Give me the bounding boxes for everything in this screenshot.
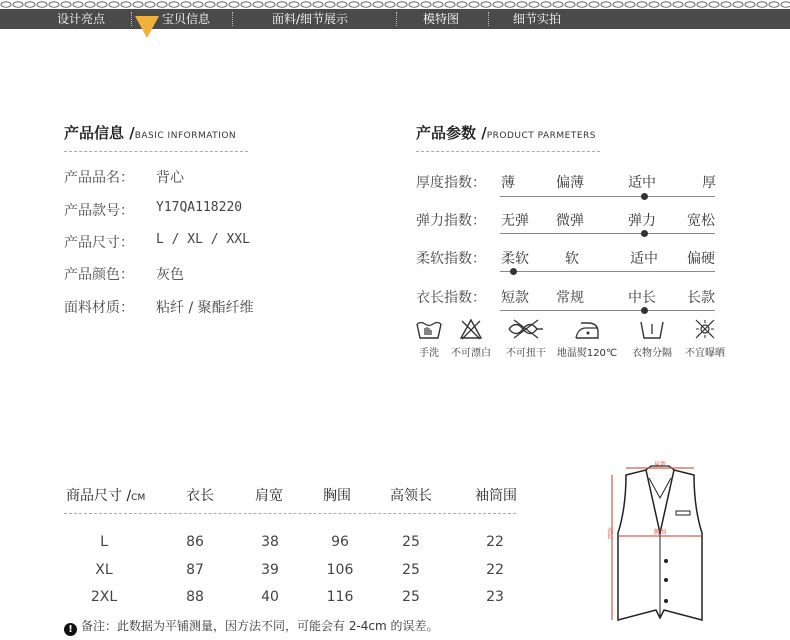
param-option: 短款 [501,290,529,306]
param-option: 适中 [630,251,658,267]
size-table-header: 衣长 [186,488,214,504]
param-option: 常规 [556,290,584,306]
warning-icon: ! [64,623,77,636]
info-value-color: 灰色 [156,267,184,283]
product-params-title: 产品参数 /PRODUCT PARMETERS [416,124,597,142]
no-sun-dry-icon [693,318,717,340]
param-label-length: 衣长指数： [416,290,486,306]
care-item-no-sun-dry [680,318,730,359]
table-cell: 86 [186,534,204,550]
note-text: 备注：此数据为平铺测量，因方法不同，可能会有 2-4cm 的误差。 [81,619,439,633]
param-option: 偏薄 [556,175,584,191]
table-cell: 2XL [90,589,118,605]
care-item-iron-low [555,318,619,359]
nav-separator [131,12,132,26]
nav-item-detail-shots[interactable]: 细节实拍 [513,12,562,26]
info-label-material: 面料材质： [64,300,134,316]
param-selected-dot [641,193,648,200]
info-value-style-no: Y17QA118220 [156,200,243,215]
nav-item-fabric-details[interactable]: 面料/细节展示 [272,12,349,26]
length-label: 衣长 [605,527,613,539]
care-item-hand-wash [414,318,444,359]
nav-separator [488,12,489,26]
table-cell: 22 [486,562,504,578]
table-cell: 39 [261,562,279,578]
hand-wash-icon [416,318,442,340]
nav-item-design-highlights[interactable]: 设计亮点 [57,12,106,26]
table-cell: 87 [186,562,204,578]
param-option: 无弹 [501,213,529,229]
param-option: 中长 [628,290,656,306]
care-label: 衣物分隔 [632,348,672,359]
param-scale-line [500,196,715,197]
table-cell: 25 [402,562,420,578]
nav-active-marker [135,16,159,38]
param-label-elasticity: 弹力指数： [416,213,486,229]
param-label-softness: 柔软指数： [416,251,486,267]
info-value-name: 背心 [156,170,184,186]
param-selected-dot [641,230,648,237]
divider [416,151,600,152]
care-label: 手洗 [419,348,439,359]
care-item-no-bleach [445,318,497,359]
param-option: 厚 [702,175,716,191]
info-label-name: 产品品名： [64,170,134,186]
size-table-header: 袖筒围 [475,488,517,504]
care-label: 地温熨120℃ [556,348,618,359]
wash-separately-icon [639,318,665,340]
vest-button [664,599,668,603]
param-scale-line [500,271,715,272]
no-bleach-icon [459,318,483,340]
table-cell: 88 [186,589,204,605]
table-cell: 22 [486,534,504,550]
param-option: 宽松 [687,213,715,229]
vest-button [664,559,668,563]
divider [64,151,248,152]
nav-item-product-info[interactable]: 宝贝信息 [162,12,211,26]
param-option: 薄 [501,175,515,191]
info-label-color: 产品颜色： [64,267,134,283]
info-label-size: 产品尺寸： [64,235,134,251]
product-info-title: 产品信息 /BASIC INFORMATION [64,124,237,142]
info-label-style-no: 产品款号： [64,203,134,219]
table-cell: L [100,534,108,550]
param-option: 微弹 [556,213,584,229]
param-selected-dot [510,268,517,275]
nav-separator [232,12,233,26]
table-cell: 38 [261,534,279,550]
top-decorative-border [0,0,790,9]
nav-bar [0,9,790,29]
param-option: 偏硬 [687,251,715,267]
table-cell: 23 [486,589,504,605]
param-option: 弹力 [628,213,656,229]
table-cell: 25 [402,534,420,550]
param-label-thickness: 厚度指数： [416,175,486,191]
table-cell: 25 [402,589,420,605]
param-option: 适中 [628,175,656,191]
vest-measurement-diagram [604,458,716,630]
divider [64,513,516,514]
care-item-no-wring [500,318,552,359]
table-cell: 40 [261,589,279,605]
size-table-header: 高领长 [390,488,432,504]
nav-item-model-photos[interactable]: 模特图 [423,12,460,26]
param-option: 软 [565,251,579,267]
table-cell: 96 [331,534,349,550]
param-option: 柔软 [501,251,529,267]
param-scale-line [500,310,715,311]
size-table-header-first: 商品尺寸 /CM [66,488,146,504]
table-cell: XL [95,562,113,578]
care-label: 不宜曝晒 [685,348,725,359]
care-item-wash-separately [626,318,678,359]
size-table-header: 胸围 [323,488,351,504]
care-label: 不可扭干 [506,348,546,359]
param-selected-dot [641,307,648,314]
care-label: 不可漂白 [451,348,491,359]
table-cell: 106 [326,562,354,578]
vest-button [664,578,668,582]
table-cell: 116 [326,589,354,605]
no-wring-icon [506,318,546,340]
param-option: 长款 [687,290,715,306]
size-table-header: 肩宽 [255,488,283,504]
nav-separator [396,12,397,26]
shoulder-width-label: 肩宽 [653,461,667,468]
measurement-note [64,617,439,636]
param-scale-line [500,233,715,234]
chest-label: 胸围 [653,529,667,536]
iron-low-icon [572,318,602,340]
info-value-size: L / XL / XXL [156,232,250,247]
info-value-material: 粘纤 / 聚酯纤维 [156,300,254,316]
